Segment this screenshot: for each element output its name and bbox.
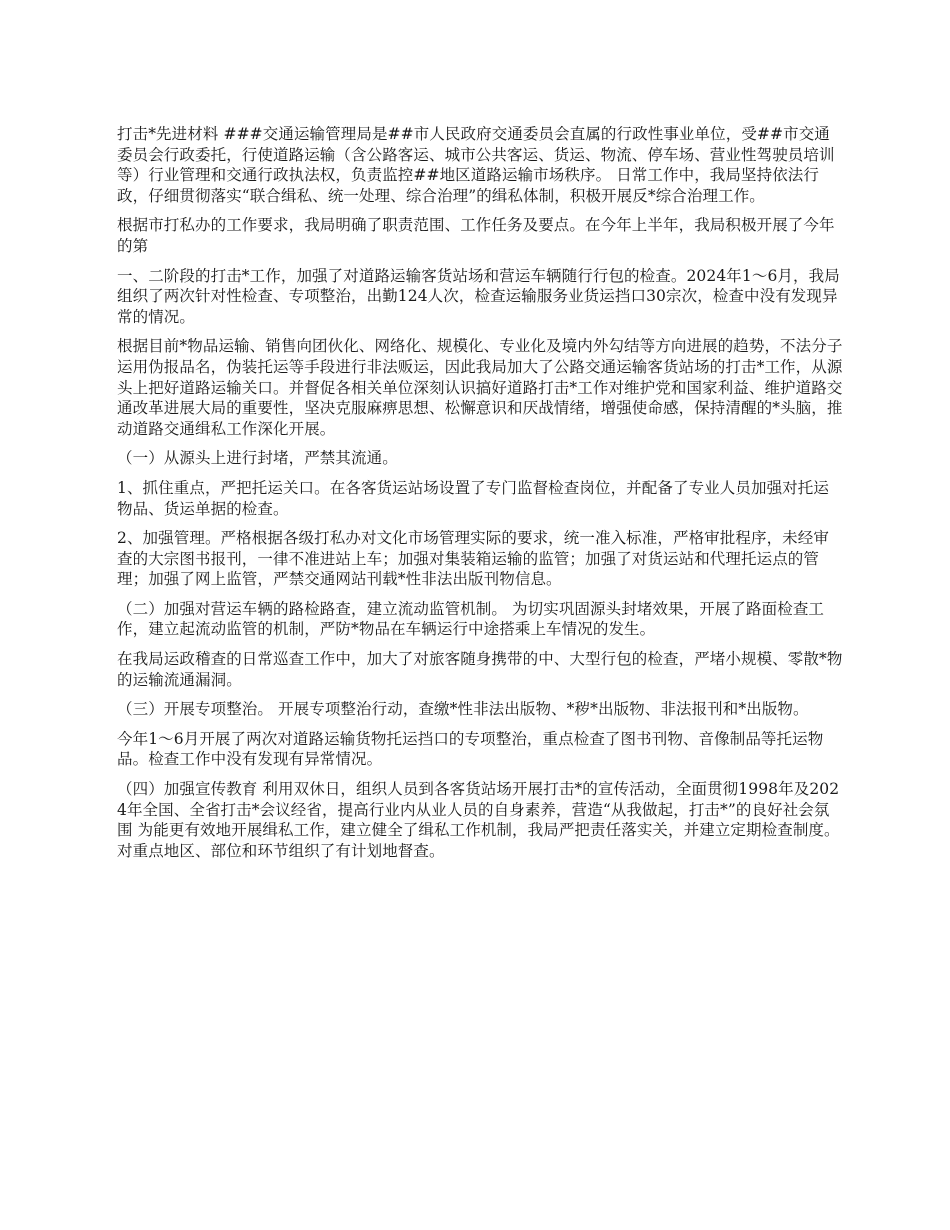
section-heading-1: （一）从源头上进行封堵，严禁其流通。	[117, 449, 398, 468]
paragraph-intro: 打击*先进材料 ###交通运输管理局是##市人民政府交通委员会直属的行政性事业单位，受##市交通委员会行政委托，行使道路运输（含公路客运、城市公共客运、货运、物流、停车场、营业性驾驶员培训等）行业管理和交通行政执法权，负责监控##地区道路运输市场秩序。 日常工作中，我局坚持依法行政，仔细贯彻落实“联合缉私、统一处理、综合治理”的缉私体制，积极开展反*综合治理工作。	[117, 125, 835, 205]
paragraph-phase-work: 一、二阶段的打击*工作，加强了对道路运输客货站场和营运车辆随行行包的检查。2024年1～6月，我局组织了两次针对性检查、专项整治，出勤124人次，检查运输服务业货运挡口30宗次，检查中没有发现异常的情况。	[117, 266, 840, 326]
paragraph-trend: 根据目前*物品运输、销售向团伙化、网络化、规模化、专业化及境内外勾结等方向进展的趋势，不法分子运用伪报品名，伪装托运等手段进行非法贩运，因此我局加大了公路交通运输客货站场的打击*工作，从源头上把好道路运输关口。并督促各相关单位深刻认识搞好道路打击*工作对维护党和国家利益、维护道路交通改革进展大局的重要性，坚决克服麻痹思想、松懈意识和厌战情绪，增强使命感，保持清醒的*头脑，推动道路交通缉私工作深化开展。	[117, 337, 843, 438]
paragraph-item-2: 2、加强管理。严格根据各级打私办对文化市场管理实际的要求，统一准入标准，严格审批程序，未经审查的大宗图书报刊，一律不准进站上车；加强对集装箱运输的监管；加强了对货运站和代理托运点的管理；加强了网上监管，严禁交通网站刊载*性非法出版刊物信息。	[117, 529, 829, 589]
section-heading-2: （二）加强对营运车辆的路检路查，建立流动监管机制。 为切实巩固源头封堵效果，开展了路面检查工作，建立起流动监管的机制，严防*物品在车辆运行中途搭乘上车情况的发生。	[117, 599, 825, 639]
paragraph-requirements: 根据市打私办的工作要求，我局明确了职责范围、工作任务及要点。在今年上半年，我局积极开展了今年的第	[117, 216, 835, 255]
document-body	[117, 124, 843, 870]
section-heading-4: （四）加强宣传教育 利用双休日，组织人员到各客货站场开展打击*的宣传活动，全面贯彻1998年及2024年全国、全省打击*会议经省，提高行业内从业人员的自身素养，营造“从我做起，打击*”的良好社会氛围 为能更有效地开展缉私工作，建立健全了缉私工作机制，我局严把责任落实关，并建立定期检查制度。对重点地区、部位和环节组织了有计划地督查。	[117, 780, 840, 860]
paragraph-patrol: 在我局运政稽查的日常巡查工作中，加大了对旅客随身携带的中、大型行包的检查，严堵小规模、零散*物的运输流通漏洞。	[117, 650, 843, 689]
paragraph-item-1: 1、抓住重点，严把托运关口。在各客货运站场设置了专门监督检查岗位，并配备了专业人员加强对托运物品、货运单据的检查。	[117, 478, 829, 518]
paragraph-special-action: 今年1～6月开展了两次对道路运输货物托运挡口的专项整治，重点检查了图书刊物、音像制品等托运物品。检查工作中没有发现有异常情况。	[117, 729, 824, 769]
section-heading-3: （三）开展专项整治。 开展专项整治行动，查缴*性非法出版物、*秽*出版物、非法报刊和*出版物。	[117, 700, 809, 719]
